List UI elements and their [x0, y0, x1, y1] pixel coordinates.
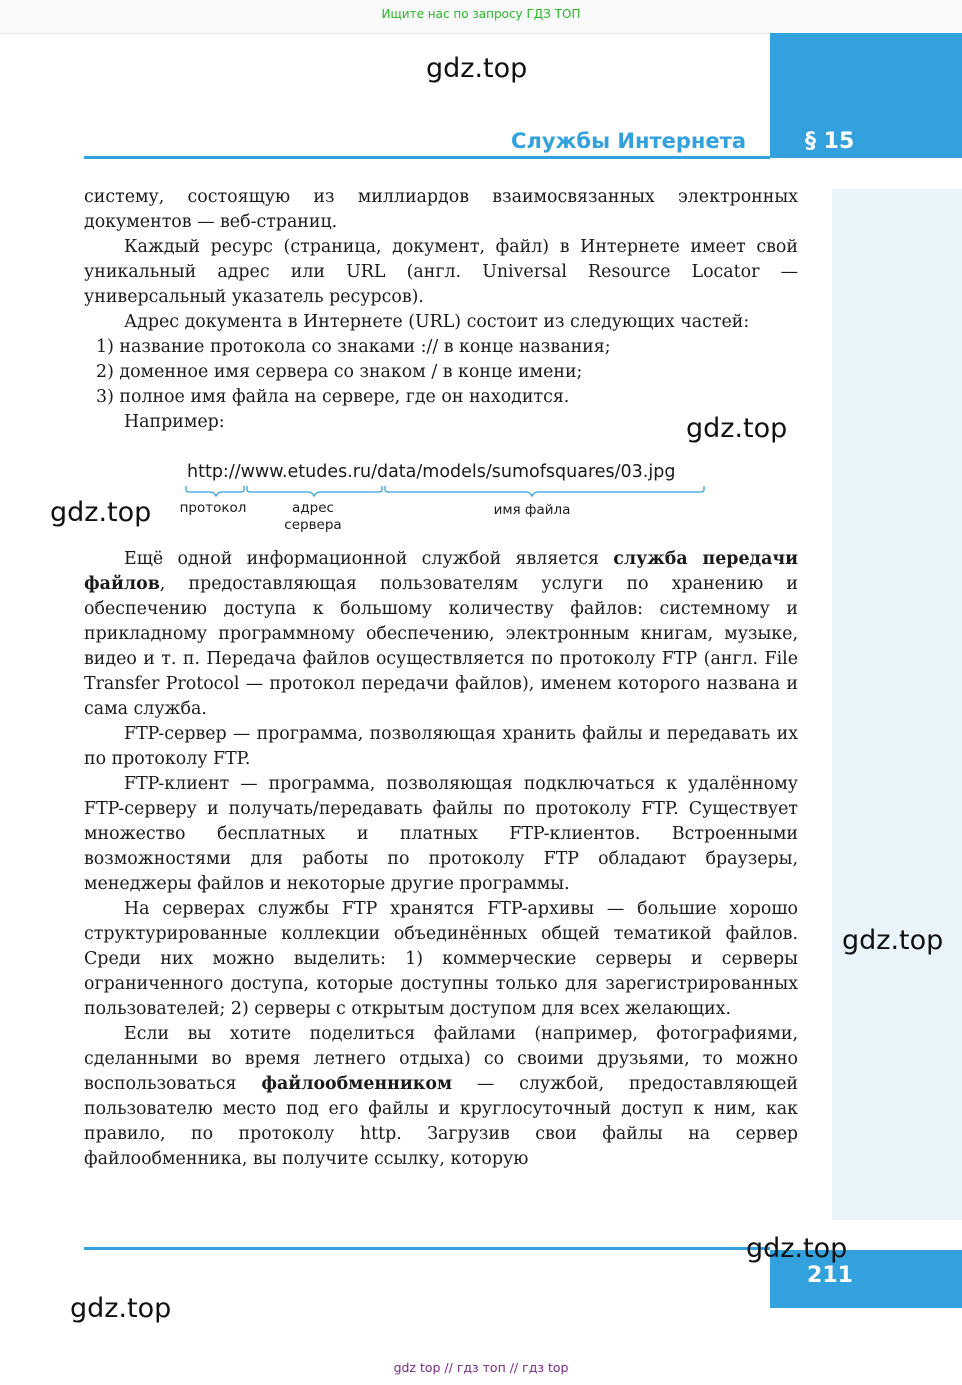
section-number: § 15: [805, 129, 855, 154]
paragraph: FTP-клиент — программа, позволяющая подключаться к удалённому FTP-серверу и получать/передавать файлы по протоколу FTP. Существует множество бесплатных и платных FTP-клиентов. Встроенными возможностями для работы по протоколу FTP обладают браузеры, менеджеры файлов и некоторые другие программы.: [84, 774, 798, 894]
label-server-line: сервера: [284, 517, 342, 533]
label-file: имя файла: [493, 502, 571, 518]
url-example: http://www.etudes.ru/data/models/sumofsquares/03.jpg: [187, 462, 676, 482]
paragraph: систему, состоящую из миллиардов взаимосвязанных электронных документов — веб-страниц.: [84, 187, 798, 232]
watermark-right-middle: gdz.top: [686, 413, 788, 444]
footer-rule: [84, 1247, 770, 1250]
paragraph: На серверах службы FTP хранятся FTP-архивы — большие хорошо структурированные коллекции объединённых общей тематикой файлов. Среди них можно выделить: 1) коммерческие серверы и серверы ограниченного доступа, которые доступны только для зарегистрированных пользователей; 2) серверы с открытым доступом для всех желающих.: [84, 899, 798, 1019]
watermark-left: gdz.top: [50, 497, 152, 528]
paragraph: [84, 1022, 798, 1172]
page-number: 211: [807, 1263, 853, 1288]
list-item: 1) название протокола со знаками :// в конце названия;: [96, 337, 611, 357]
paragraph: Каждый ресурс (страница, документ, файл) в Интернете имеет свой уникальный адрес или URL (англ. Universal Resource Locator — универсальный указатель ресурсов).: [84, 237, 798, 307]
url-brackets-diagram: [180, 484, 710, 498]
list-item: 2) доменное имя сервера со знаком / в конце имени;: [96, 362, 583, 382]
top-banner: [0, 0, 962, 34]
text-block-1: [84, 185, 798, 435]
paragraph: FTP-сервер — программа, позволяющая хранить файлы и передавать их по протоколу FTP.: [84, 724, 798, 769]
paragraph: Адрес документа в Интернете (URL) состоит из следующих частей:: [124, 312, 750, 332]
text-run: Если вы хотите поделиться файлами (например, фотографиями, сделанными во время летнего отдыха) со своими друзьями, то можно воспользоваться: [84, 1024, 798, 1094]
top-banner-text: Ищите нас по запросу ГДЗ ТОП: [381, 7, 581, 21]
example-label: Например:: [124, 412, 225, 432]
label-protocol: протокол: [179, 500, 247, 516]
label-server-line: адрес: [292, 500, 334, 516]
watermark-right-side: gdz.top: [842, 925, 944, 956]
label-server: [270, 500, 356, 534]
header-rule: [84, 156, 770, 159]
text-run: — службой, предоставляющей пользователю место под его файлы и круглосуточный доступ к ним, как правило, по протоколу http. Загрузив свои файлы на сервер файлообменника, вы получите ссылку, которую: [84, 1074, 798, 1169]
chapter-title: Службы Интернета: [511, 129, 746, 153]
text-block-2: [84, 547, 798, 1172]
watermark-bottom-right: gdz.top: [746, 1233, 848, 1264]
list-item: 3) полное имя файла на сервере, где он находится.: [96, 387, 570, 407]
footer-text: gdz top // гдз топ // гдз top: [393, 1360, 569, 1375]
watermark-bottom-left: gdz.top: [70, 1293, 172, 1324]
section-tab: [770, 33, 962, 158]
text-run: Ещё одной информационной службой является: [124, 549, 614, 569]
paragraph: [84, 547, 798, 722]
term-ftp-service: служба передачи файлов: [84, 549, 798, 594]
side-panel: [832, 189, 962, 1220]
url-parts-list: [84, 335, 798, 410]
watermark-top: gdz.top: [426, 53, 528, 84]
text-run: , предоставляющая пользователям услуги по хранению и обеспечению доступа к большому количеству файлов: системному и прикладному программному обеспечению, электронным книгам, музыке, видео и т. п. Передача файлов осуществляется по протоколу FTP (англ. File Transfer Protocol — протокол передачи файлов), именем которого названа и сама служба.: [84, 574, 798, 719]
bracket-server: [247, 486, 382, 496]
bracket-file: [385, 486, 704, 496]
bracket-protocol: [186, 486, 244, 496]
term-file-sharing: файлообменником: [261, 1074, 453, 1094]
